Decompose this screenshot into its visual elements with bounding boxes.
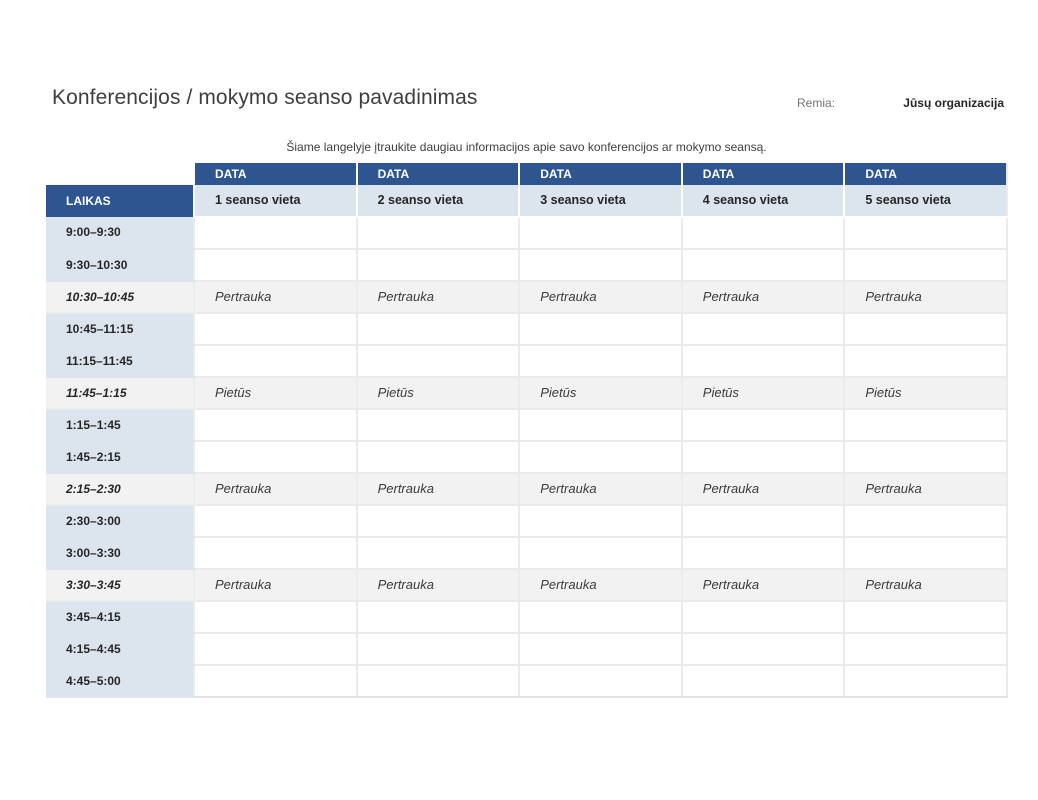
session-cell[interactable]	[844, 601, 1007, 633]
time-slot-label[interactable]: 10:30–10:45	[46, 281, 194, 313]
time-slot-label[interactable]: 1:45–2:15	[46, 441, 194, 473]
break-cell[interactable]: Pertrauka	[357, 569, 520, 601]
session-cell[interactable]	[682, 217, 845, 249]
session-cell[interactable]	[194, 217, 357, 249]
break-cell[interactable]: Pertrauka	[194, 569, 357, 601]
date-header[interactable]: DATA	[844, 163, 1007, 185]
session-cell[interactable]	[519, 505, 682, 537]
time-slot-label[interactable]: 3:30–3:45	[46, 569, 194, 601]
description-text[interactable]: Šiame langelyje įtraukite daugiau informacijos apie savo konferencijos ar mokymo seansą.	[286, 140, 767, 154]
session-cell[interactable]	[194, 249, 357, 281]
time-slot-label[interactable]: 3:00–3:30	[46, 537, 194, 569]
session-cell[interactable]	[682, 345, 845, 377]
session-cell[interactable]	[357, 249, 520, 281]
time-slot-label[interactable]: 11:45–1:15	[46, 377, 194, 409]
break-row	[46, 281, 1007, 313]
session-cell[interactable]	[194, 313, 357, 345]
session-cell[interactable]	[844, 313, 1007, 345]
session-cell[interactable]	[357, 633, 520, 665]
session-cell[interactable]	[682, 505, 845, 537]
time-slot-label[interactable]: 2:15–2:30	[46, 473, 194, 505]
table-row	[46, 665, 1007, 697]
time-slot-label[interactable]: 9:00–9:30	[46, 217, 194, 249]
time-slot-label[interactable]: 4:45–5:00	[46, 665, 194, 697]
table-row	[46, 313, 1007, 345]
session-cell[interactable]	[519, 633, 682, 665]
session-cell[interactable]	[682, 537, 845, 569]
session-cell[interactable]	[682, 665, 845, 697]
break-cell[interactable]: Pertrauka	[519, 281, 682, 313]
session-cell[interactable]	[194, 537, 357, 569]
session-cell[interactable]	[357, 313, 520, 345]
session-cell[interactable]	[519, 441, 682, 473]
location-header[interactable]: 5 seanso vieta	[844, 185, 1007, 217]
schedule-table	[46, 163, 1008, 698]
break-cell[interactable]: Pertrauka	[844, 569, 1007, 601]
session-cell[interactable]	[844, 409, 1007, 441]
break-cell[interactable]: Pertrauka	[519, 473, 682, 505]
session-cell[interactable]	[844, 537, 1007, 569]
date-header[interactable]: DATA	[682, 163, 845, 185]
session-cell[interactable]	[519, 249, 682, 281]
session-cell[interactable]	[844, 217, 1007, 249]
time-slot-label[interactable]: 9:30–10:30	[46, 249, 194, 281]
session-cell[interactable]	[682, 409, 845, 441]
session-cell[interactable]	[357, 345, 520, 377]
session-cell[interactable]	[357, 217, 520, 249]
break-row	[46, 473, 1007, 505]
table-row	[46, 633, 1007, 665]
location-header[interactable]: 4 seanso vieta	[682, 185, 845, 217]
session-cell[interactable]	[194, 505, 357, 537]
session-cell[interactable]	[844, 665, 1007, 697]
session-cell[interactable]	[682, 633, 845, 665]
session-cell[interactable]	[357, 409, 520, 441]
break-cell[interactable]: Pertrauka	[844, 473, 1007, 505]
location-header[interactable]: 1 seanso vieta	[194, 185, 357, 217]
break-cell[interactable]: Pietūs	[194, 377, 357, 409]
session-cell[interactable]	[519, 665, 682, 697]
time-slot-label[interactable]: 1:15–1:45	[46, 409, 194, 441]
break-cell[interactable]: Pertrauka	[194, 473, 357, 505]
break-cell[interactable]: Pietūs	[357, 377, 520, 409]
break-cell[interactable]: Pietūs	[682, 377, 845, 409]
location-header-row	[46, 185, 1007, 217]
session-cell[interactable]	[519, 601, 682, 633]
session-cell[interactable]	[682, 601, 845, 633]
break-cell[interactable]: Pietūs	[844, 377, 1007, 409]
break-cell[interactable]: Pertrauka	[357, 473, 520, 505]
session-cell[interactable]	[519, 345, 682, 377]
time-slot-label[interactable]: 10:45–11:15	[46, 313, 194, 345]
location-header[interactable]: 2 seanso vieta	[357, 185, 520, 217]
date-header[interactable]: DATA	[194, 163, 357, 185]
session-cell[interactable]	[844, 633, 1007, 665]
table-row	[46, 217, 1007, 249]
session-cell[interactable]	[844, 441, 1007, 473]
session-cell[interactable]	[357, 665, 520, 697]
table-row	[46, 409, 1007, 441]
session-cell[interactable]	[194, 633, 357, 665]
table-row	[46, 441, 1007, 473]
session-cell[interactable]	[194, 441, 357, 473]
break-cell[interactable]: Pietūs	[519, 377, 682, 409]
table-row	[46, 505, 1007, 537]
break-cell[interactable]: Pertrauka	[194, 281, 357, 313]
time-slot-label[interactable]: 3:45–4:15	[46, 601, 194, 633]
date-header[interactable]: DATA	[519, 163, 682, 185]
session-cell[interactable]	[194, 345, 357, 377]
session-cell[interactable]	[682, 249, 845, 281]
location-header[interactable]: 3 seanso vieta	[519, 185, 682, 217]
table-row	[46, 249, 1007, 281]
session-cell[interactable]	[357, 441, 520, 473]
break-cell[interactable]: Pertrauka	[682, 473, 845, 505]
session-cell[interactable]	[519, 537, 682, 569]
session-cell[interactable]	[357, 601, 520, 633]
break-cell[interactable]: Pertrauka	[844, 281, 1007, 313]
session-cell[interactable]	[357, 505, 520, 537]
table-row	[46, 537, 1007, 569]
break-row	[46, 569, 1007, 601]
break-cell[interactable]: Pertrauka	[682, 281, 845, 313]
session-cell[interactable]	[682, 313, 845, 345]
session-cell[interactable]	[844, 505, 1007, 537]
break-cell[interactable]: Pertrauka	[357, 281, 520, 313]
time-slot-label[interactable]: 4:15–4:45	[46, 633, 194, 665]
session-cell[interactable]	[519, 409, 682, 441]
time-slot-label[interactable]: 2:30–3:00	[46, 505, 194, 537]
session-cell[interactable]	[519, 313, 682, 345]
break-row	[46, 377, 1007, 409]
session-cell[interactable]	[844, 345, 1007, 377]
organization-name[interactable]: Jūsų organizacija	[903, 96, 1004, 110]
time-slot-label[interactable]: 11:15–11:45	[46, 345, 194, 377]
session-cell[interactable]	[194, 409, 357, 441]
table-row	[46, 601, 1007, 633]
break-cell[interactable]: Pertrauka	[519, 569, 682, 601]
sponsor-label: Remia:	[797, 96, 836, 110]
session-cell[interactable]	[519, 217, 682, 249]
break-cell[interactable]: Pertrauka	[682, 569, 845, 601]
date-header[interactable]: DATA	[357, 163, 520, 185]
session-cell[interactable]	[194, 601, 357, 633]
table-row	[46, 345, 1007, 377]
session-cell[interactable]	[357, 537, 520, 569]
date-header-row	[46, 163, 1007, 185]
corner-cell	[46, 163, 194, 185]
page-title: Konferencijos / mokymo seanso pavadinimas	[52, 86, 478, 109]
session-cell[interactable]	[844, 249, 1007, 281]
time-column-header: LAIKAS	[46, 185, 194, 217]
session-cell[interactable]	[194, 665, 357, 697]
session-cell[interactable]	[682, 441, 845, 473]
